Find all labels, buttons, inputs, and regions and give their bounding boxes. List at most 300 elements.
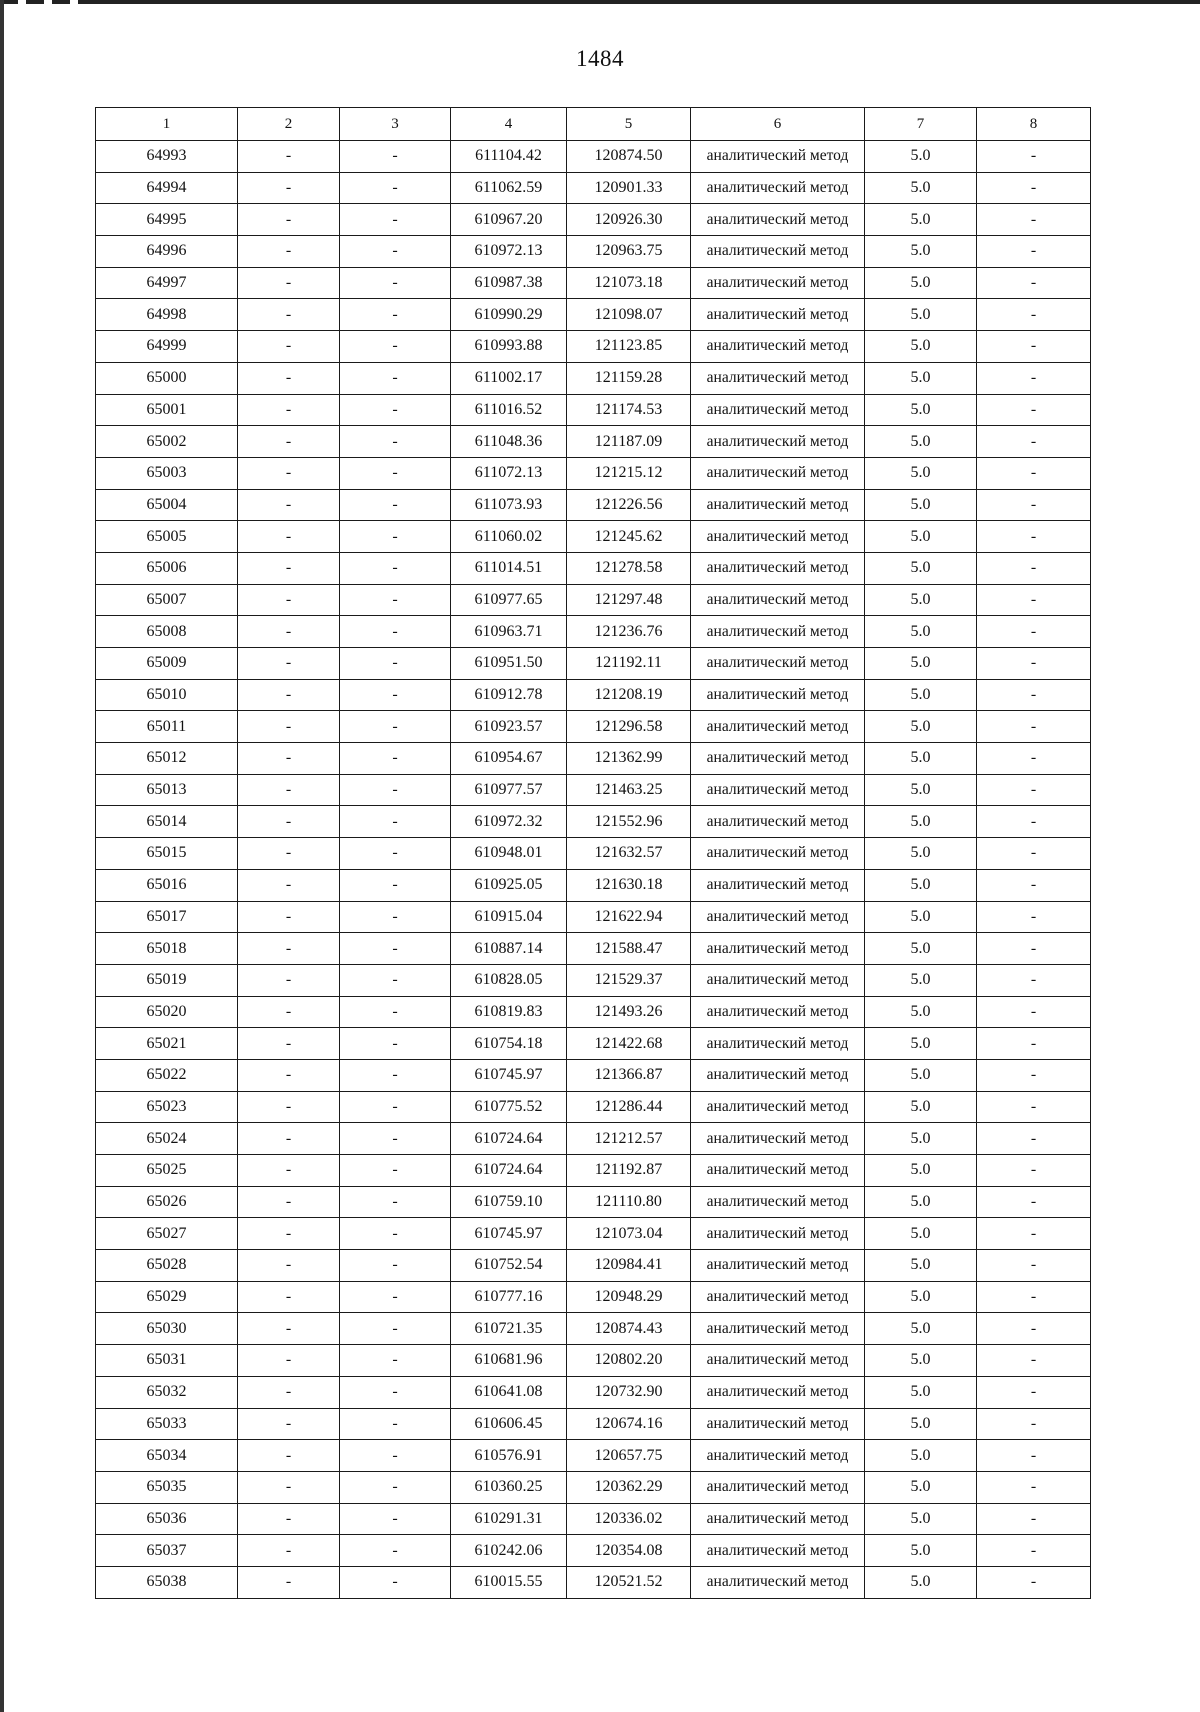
accuracy: 5.0 (865, 299, 977, 331)
coord-y: 121632.57 (567, 838, 691, 870)
coord-x: 610954.67 (451, 743, 567, 775)
cell-col-8: - (977, 774, 1091, 806)
point-number: 65036 (96, 1503, 238, 1535)
accuracy: 5.0 (865, 616, 977, 648)
column-header: 4 (451, 108, 567, 141)
coord-x: 611072.13 (451, 457, 567, 489)
cell-col-3: - (340, 552, 451, 584)
coordinates-table (95, 107, 1091, 1599)
table-header-row (96, 108, 1091, 141)
cell-col-3: - (340, 362, 451, 394)
point-number: 65008 (96, 616, 238, 648)
cell-col-8: - (977, 489, 1091, 521)
cell-col-2: - (238, 141, 340, 173)
method: аналитический метод (691, 679, 865, 711)
point-number: 65000 (96, 362, 238, 394)
cell-col-8: - (977, 1376, 1091, 1408)
coord-y: 120874.43 (567, 1313, 691, 1345)
coord-y: 121552.96 (567, 806, 691, 838)
cell-col-8: - (977, 1345, 1091, 1377)
point-number: 65037 (96, 1535, 238, 1567)
cell-col-2: - (238, 901, 340, 933)
point-number: 65010 (96, 679, 238, 711)
column-header: 1 (96, 108, 238, 141)
cell-col-8: - (977, 1091, 1091, 1123)
cell-col-8: - (977, 299, 1091, 331)
point-number: 65029 (96, 1281, 238, 1313)
cell-col-3: - (340, 1250, 451, 1282)
cell-col-2: - (238, 331, 340, 363)
coord-y: 121236.76 (567, 616, 691, 648)
cell-col-8: - (977, 426, 1091, 458)
coord-x: 611014.51 (451, 552, 567, 584)
method: аналитический метод (691, 552, 865, 584)
method: аналитический метод (691, 584, 865, 616)
coord-x: 610948.01 (451, 838, 567, 870)
cell-col-2: - (238, 1155, 340, 1187)
cell-col-3: - (340, 1091, 451, 1123)
method: аналитический метод (691, 204, 865, 236)
cell-col-3: - (340, 299, 451, 331)
coord-x: 610977.65 (451, 584, 567, 616)
table-row (96, 1218, 1091, 1250)
cell-col-3: - (340, 964, 451, 996)
coord-x: 611060.02 (451, 521, 567, 553)
coord-x: 610745.97 (451, 1218, 567, 1250)
point-number: 65012 (96, 743, 238, 775)
coord-y: 121362.99 (567, 743, 691, 775)
method: аналитический метод (691, 964, 865, 996)
cell-col-8: - (977, 1440, 1091, 1472)
coord-x: 610641.08 (451, 1376, 567, 1408)
coord-x: 610967.20 (451, 204, 567, 236)
page-number: 1484 (576, 46, 624, 71)
table-row (96, 964, 1091, 996)
table-row (96, 299, 1091, 331)
point-number: 65024 (96, 1123, 238, 1155)
table-row (96, 743, 1091, 775)
point-number: 65025 (96, 1155, 238, 1187)
coord-y: 121630.18 (567, 869, 691, 901)
column-header: 7 (865, 108, 977, 141)
cell-col-3: - (340, 331, 451, 363)
cell-col-2: - (238, 964, 340, 996)
cell-col-3: - (340, 489, 451, 521)
cell-col-2: - (238, 711, 340, 743)
method: аналитический метод (691, 901, 865, 933)
accuracy: 5.0 (865, 1123, 977, 1155)
cell-col-3: - (340, 521, 451, 553)
cell-col-8: - (977, 1186, 1091, 1218)
point-number: 65023 (96, 1091, 238, 1123)
table-row (96, 648, 1091, 680)
accuracy: 5.0 (865, 1186, 977, 1218)
table-body (96, 141, 1091, 1599)
cell-col-2: - (238, 394, 340, 426)
coord-x: 610752.54 (451, 1250, 567, 1282)
point-number: 65021 (96, 1028, 238, 1060)
point-number: 65030 (96, 1313, 238, 1345)
coord-y: 121187.09 (567, 426, 691, 458)
accuracy: 5.0 (865, 172, 977, 204)
method: аналитический метод (691, 521, 865, 553)
cell-col-8: - (977, 711, 1091, 743)
method: аналитический метод (691, 1566, 865, 1598)
method: аналитический метод (691, 1376, 865, 1408)
cell-col-2: - (238, 299, 340, 331)
cell-col-8: - (977, 236, 1091, 268)
table-row (96, 1440, 1091, 1472)
cell-col-8: - (977, 457, 1091, 489)
accuracy: 5.0 (865, 489, 977, 521)
method: аналитический метод (691, 394, 865, 426)
cell-col-3: - (340, 1155, 451, 1187)
accuracy: 5.0 (865, 1440, 977, 1472)
coord-y: 120948.29 (567, 1281, 691, 1313)
coord-y: 121174.53 (567, 394, 691, 426)
accuracy: 5.0 (865, 1281, 977, 1313)
cell-col-3: - (340, 711, 451, 743)
coord-y: 121123.85 (567, 331, 691, 363)
accuracy: 5.0 (865, 394, 977, 426)
coord-x: 610777.16 (451, 1281, 567, 1313)
coord-x: 610724.64 (451, 1155, 567, 1187)
coord-x: 610915.04 (451, 901, 567, 933)
method: аналитический метод (691, 362, 865, 394)
accuracy: 5.0 (865, 552, 977, 584)
accuracy: 5.0 (865, 457, 977, 489)
cell-col-3: - (340, 1186, 451, 1218)
coord-y: 120674.16 (567, 1408, 691, 1440)
cell-col-3: - (340, 204, 451, 236)
cell-col-3: - (340, 457, 451, 489)
table-row (96, 584, 1091, 616)
coord-y: 120984.41 (567, 1250, 691, 1282)
coord-y: 121192.11 (567, 648, 691, 680)
accuracy: 5.0 (865, 743, 977, 775)
coord-y: 120874.50 (567, 141, 691, 173)
accuracy: 5.0 (865, 1250, 977, 1282)
method: аналитический метод (691, 806, 865, 838)
accuracy: 5.0 (865, 1218, 977, 1250)
point-number: 64995 (96, 204, 238, 236)
accuracy: 5.0 (865, 964, 977, 996)
point-number: 65032 (96, 1376, 238, 1408)
cell-col-3: - (340, 1535, 451, 1567)
point-number: 65003 (96, 457, 238, 489)
coord-x: 610360.25 (451, 1471, 567, 1503)
cell-col-8: - (977, 1566, 1091, 1598)
cell-col-3: - (340, 616, 451, 648)
accuracy: 5.0 (865, 1059, 977, 1091)
cell-col-8: - (977, 743, 1091, 775)
cell-col-2: - (238, 1566, 340, 1598)
cell-col-8: - (977, 331, 1091, 363)
method: аналитический метод (691, 648, 865, 680)
table-row (96, 1186, 1091, 1218)
method: аналитический метод (691, 1281, 865, 1313)
cell-col-2: - (238, 1091, 340, 1123)
cell-col-8: - (977, 1250, 1091, 1282)
coord-y: 120963.75 (567, 236, 691, 268)
table-row (96, 1250, 1091, 1282)
table-row (96, 1408, 1091, 1440)
coord-x: 610912.78 (451, 679, 567, 711)
cell-col-8: - (977, 964, 1091, 996)
table-row (96, 1535, 1091, 1567)
point-number: 65005 (96, 521, 238, 553)
method: аналитический метод (691, 1471, 865, 1503)
cell-col-2: - (238, 457, 340, 489)
point-number: 65031 (96, 1345, 238, 1377)
accuracy: 5.0 (865, 933, 977, 965)
coord-x: 611002.17 (451, 362, 567, 394)
scan-border-top (0, 0, 1200, 4)
cell-col-2: - (238, 648, 340, 680)
point-number: 65004 (96, 489, 238, 521)
coord-x: 611016.52 (451, 394, 567, 426)
cell-col-3: - (340, 1503, 451, 1535)
method: аналитический метод (691, 489, 865, 521)
accuracy: 5.0 (865, 869, 977, 901)
cell-col-2: - (238, 1028, 340, 1060)
point-number: 65028 (96, 1250, 238, 1282)
method: аналитический метод (691, 616, 865, 648)
accuracy: 5.0 (865, 838, 977, 870)
cell-col-8: - (977, 933, 1091, 965)
cell-col-8: - (977, 1059, 1091, 1091)
point-number: 65026 (96, 1186, 238, 1218)
coord-y: 120732.90 (567, 1376, 691, 1408)
cell-col-3: - (340, 1028, 451, 1060)
coord-x: 610963.71 (451, 616, 567, 648)
point-number: 64999 (96, 331, 238, 363)
cell-col-3: - (340, 267, 451, 299)
cell-col-8: - (977, 1313, 1091, 1345)
coord-y: 120802.20 (567, 1345, 691, 1377)
cell-col-2: - (238, 552, 340, 584)
cell-col-8: - (977, 838, 1091, 870)
coord-x: 610951.50 (451, 648, 567, 680)
method: аналитический метод (691, 1186, 865, 1218)
cell-col-2: - (238, 1123, 340, 1155)
table-row (96, 1059, 1091, 1091)
coord-x: 610977.57 (451, 774, 567, 806)
cell-col-8: - (977, 172, 1091, 204)
table-row (96, 869, 1091, 901)
coord-x: 610819.83 (451, 996, 567, 1028)
cell-col-2: - (238, 489, 340, 521)
cell-col-2: - (238, 584, 340, 616)
method: аналитический метод (691, 838, 865, 870)
table-row (96, 141, 1091, 173)
table-row (96, 806, 1091, 838)
point-number: 65013 (96, 774, 238, 806)
method: аналитический метод (691, 457, 865, 489)
cell-col-8: - (977, 1218, 1091, 1250)
coord-x: 610242.06 (451, 1535, 567, 1567)
column-header: 2 (238, 108, 340, 141)
accuracy: 5.0 (865, 236, 977, 268)
table-row (96, 1028, 1091, 1060)
coord-x: 610990.29 (451, 299, 567, 331)
accuracy: 5.0 (865, 1155, 977, 1187)
point-number: 65018 (96, 933, 238, 965)
table-row (96, 1281, 1091, 1313)
point-number: 64994 (96, 172, 238, 204)
cell-col-3: - (340, 584, 451, 616)
coord-y: 121245.62 (567, 521, 691, 553)
point-number: 65019 (96, 964, 238, 996)
method: аналитический метод (691, 1250, 865, 1282)
coord-y: 121226.56 (567, 489, 691, 521)
cell-col-8: - (977, 901, 1091, 933)
method: аналитический метод (691, 141, 865, 173)
table-row (96, 1091, 1091, 1123)
table-row (96, 1471, 1091, 1503)
coord-y: 121297.48 (567, 584, 691, 616)
cell-col-2: - (238, 743, 340, 775)
accuracy: 5.0 (865, 901, 977, 933)
table-row (96, 679, 1091, 711)
cell-col-2: - (238, 1186, 340, 1218)
cell-col-2: - (238, 521, 340, 553)
accuracy: 5.0 (865, 267, 977, 299)
coord-x: 610993.88 (451, 331, 567, 363)
cell-col-3: - (340, 648, 451, 680)
coord-y: 121278.58 (567, 552, 691, 584)
cell-col-3: - (340, 996, 451, 1028)
cell-col-2: - (238, 996, 340, 1028)
cell-col-2: - (238, 172, 340, 204)
method: аналитический метод (691, 743, 865, 775)
point-number: 65027 (96, 1218, 238, 1250)
cell-col-2: - (238, 616, 340, 648)
table-row (96, 236, 1091, 268)
coord-y: 121073.18 (567, 267, 691, 299)
method: аналитический метод (691, 299, 865, 331)
coord-y: 121192.87 (567, 1155, 691, 1187)
point-number: 64998 (96, 299, 238, 331)
cell-col-2: - (238, 774, 340, 806)
coord-x: 610923.57 (451, 711, 567, 743)
coord-y: 121463.25 (567, 774, 691, 806)
cell-col-2: - (238, 838, 340, 870)
cell-col-2: - (238, 1059, 340, 1091)
method: аналитический метод (691, 1218, 865, 1250)
coord-x: 611104.42 (451, 141, 567, 173)
coord-x: 610972.13 (451, 236, 567, 268)
point-number: 64993 (96, 141, 238, 173)
coord-x: 610972.32 (451, 806, 567, 838)
point-number: 65009 (96, 648, 238, 680)
cell-col-3: - (340, 806, 451, 838)
cell-col-2: - (238, 267, 340, 299)
coord-x: 610828.05 (451, 964, 567, 996)
scan-border-left (0, 0, 4, 1712)
table-row (96, 1313, 1091, 1345)
coord-x: 611073.93 (451, 489, 567, 521)
coord-x: 610015.55 (451, 1566, 567, 1598)
accuracy: 5.0 (865, 141, 977, 173)
coord-x: 611048.36 (451, 426, 567, 458)
cell-col-3: - (340, 1408, 451, 1440)
point-number: 65033 (96, 1408, 238, 1440)
table-row (96, 552, 1091, 584)
table-row (96, 457, 1091, 489)
cell-col-3: - (340, 1059, 451, 1091)
table-row (96, 331, 1091, 363)
accuracy: 5.0 (865, 806, 977, 838)
point-number: 65022 (96, 1059, 238, 1091)
coord-y: 121215.12 (567, 457, 691, 489)
point-number: 65034 (96, 1440, 238, 1472)
table-row (96, 426, 1091, 458)
point-number: 65038 (96, 1566, 238, 1598)
table-row (96, 521, 1091, 553)
point-number: 65015 (96, 838, 238, 870)
cell-col-3: - (340, 394, 451, 426)
cell-col-3: - (340, 426, 451, 458)
table-row (96, 838, 1091, 870)
cell-col-2: - (238, 1471, 340, 1503)
accuracy: 5.0 (865, 1535, 977, 1567)
table-row (96, 1376, 1091, 1408)
cell-col-8: - (977, 1123, 1091, 1155)
cell-col-2: - (238, 236, 340, 268)
cell-col-2: - (238, 933, 340, 965)
method: аналитический метод (691, 1313, 865, 1345)
table-row (96, 1503, 1091, 1535)
cell-col-8: - (977, 394, 1091, 426)
cell-col-8: - (977, 362, 1091, 394)
coord-y: 120362.29 (567, 1471, 691, 1503)
coord-x: 610745.97 (451, 1059, 567, 1091)
cell-col-8: - (977, 141, 1091, 173)
coord-y: 121208.19 (567, 679, 691, 711)
table-row (96, 1345, 1091, 1377)
point-number: 65014 (96, 806, 238, 838)
table-row (96, 362, 1091, 394)
cell-col-3: - (340, 172, 451, 204)
point-number: 65017 (96, 901, 238, 933)
method: аналитический метод (691, 331, 865, 363)
cell-col-8: - (977, 1281, 1091, 1313)
table-row (96, 774, 1091, 806)
cell-col-3: - (340, 838, 451, 870)
coord-x: 610681.96 (451, 1345, 567, 1377)
accuracy: 5.0 (865, 584, 977, 616)
method: аналитический метод (691, 1535, 865, 1567)
accuracy: 5.0 (865, 996, 977, 1028)
method: аналитический метод (691, 1503, 865, 1535)
coord-y: 121529.37 (567, 964, 691, 996)
accuracy: 5.0 (865, 204, 977, 236)
cell-col-2: - (238, 806, 340, 838)
column-header: 5 (567, 108, 691, 141)
cell-col-8: - (977, 1503, 1091, 1535)
accuracy: 5.0 (865, 679, 977, 711)
cell-col-3: - (340, 1123, 451, 1155)
method: аналитический метод (691, 172, 865, 204)
point-number: 65035 (96, 1471, 238, 1503)
accuracy: 5.0 (865, 648, 977, 680)
cell-col-8: - (977, 267, 1091, 299)
cell-col-3: - (340, 1345, 451, 1377)
cell-col-3: - (340, 1376, 451, 1408)
cell-col-3: - (340, 901, 451, 933)
accuracy: 5.0 (865, 362, 977, 394)
